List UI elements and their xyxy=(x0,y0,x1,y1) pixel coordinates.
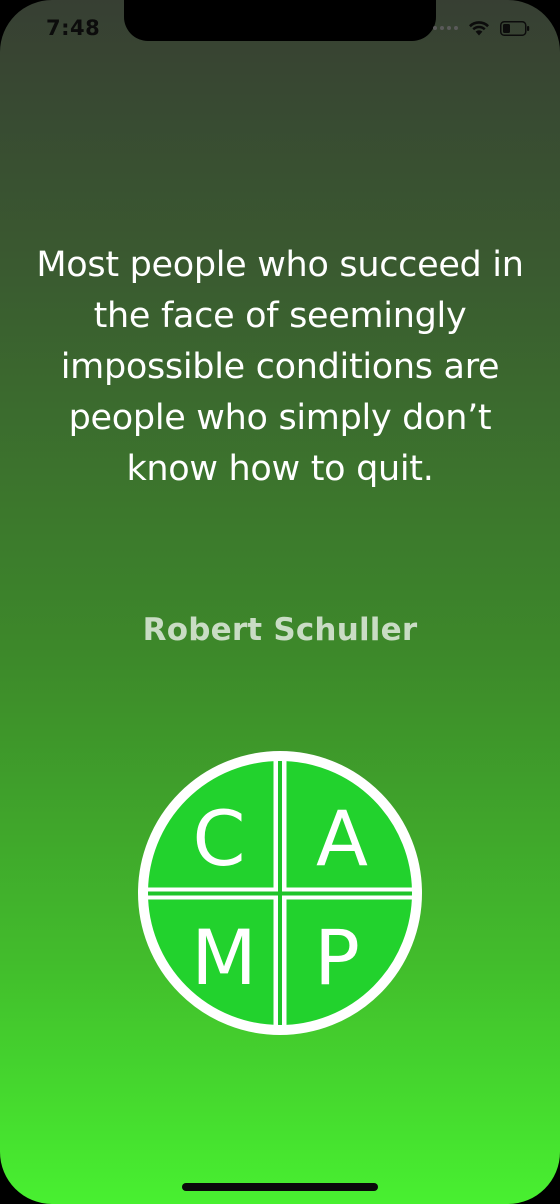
logo-letter-p: P xyxy=(314,913,360,1002)
logo-letter-c: C xyxy=(192,794,246,883)
quote-author: Robert Schuller xyxy=(142,612,418,648)
status-time: 7:48 xyxy=(46,16,101,40)
device-notch xyxy=(124,0,436,41)
camp-logo xyxy=(135,748,425,1038)
logo-letter-m: M xyxy=(191,913,257,1002)
logo-letter-a: A xyxy=(316,794,368,883)
battery-icon xyxy=(500,21,530,36)
home-indicator[interactable] xyxy=(182,1183,378,1191)
quote-text: Most people who succeed in the face of seemingly impossible conditions are people who simply don’t know how to quit. xyxy=(36,245,524,489)
signal-dots-icon xyxy=(433,26,458,30)
status-icons xyxy=(433,20,530,36)
camp-logo-graphic xyxy=(135,748,425,1038)
wifi-icon xyxy=(468,20,490,36)
